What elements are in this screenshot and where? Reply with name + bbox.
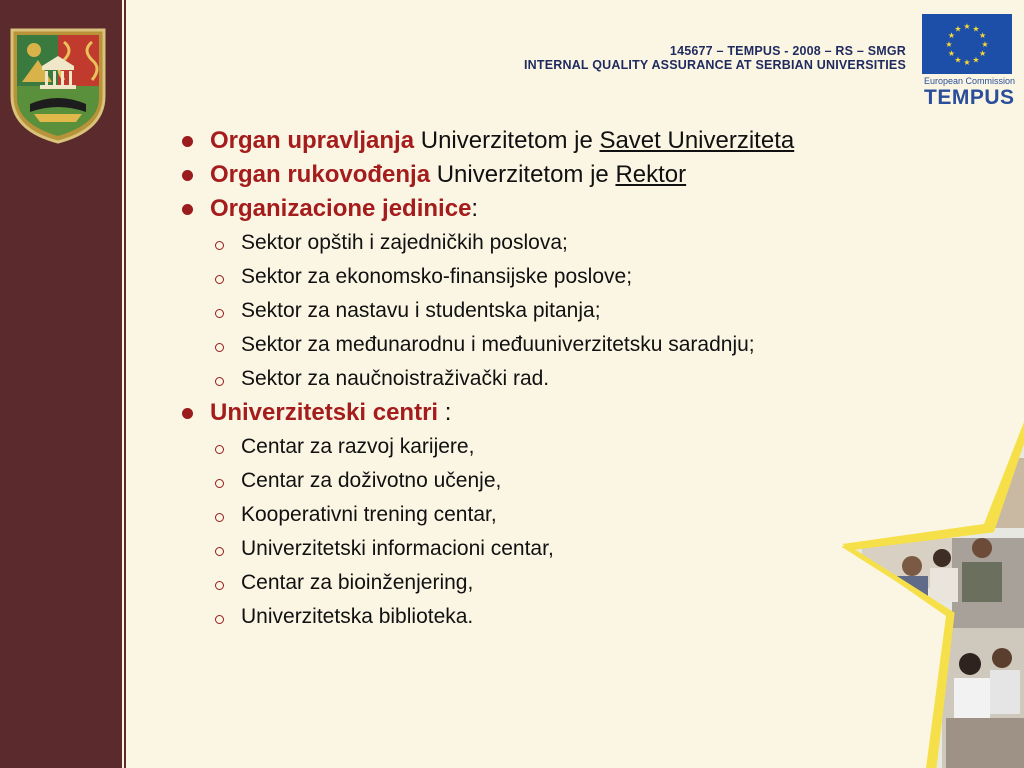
circle-bullet-icon — [215, 513, 224, 522]
circle-bullet-icon — [215, 241, 224, 250]
eu-caption: European Commission — [924, 76, 1016, 86]
sub-bullet-text: Univerzitetska biblioteka. — [241, 605, 474, 628]
sub-bullet-item — [180, 226, 980, 260]
left-border-line — [124, 0, 126, 768]
bullet-dot-icon — [182, 170, 193, 181]
sub-bullet-item — [180, 294, 980, 328]
bullet-highlight: Organ rukovođenja — [210, 161, 431, 188]
svg-text:★: ★ — [979, 31, 987, 40]
bullet-suffix: : — [438, 399, 452, 426]
sub-bullet-text: Sektor za naučnoistraživački rad. — [241, 367, 550, 390]
circle-bullet-icon — [215, 309, 224, 318]
circle-bullet-icon — [215, 445, 224, 454]
sub-bullet-text: Sektor za nastavu i studentska pitanja; — [241, 299, 601, 322]
circle-bullet-icon — [215, 377, 224, 386]
sub-bullet-item — [180, 362, 980, 396]
bullet-item — [180, 158, 980, 192]
bullet-highlight: Organ upravljanja — [210, 127, 415, 154]
svg-text:★: ★ — [954, 55, 962, 65]
circle-bullet-icon — [215, 343, 224, 352]
sub-bullet-text: Sektor opštih i zajedničkih poslova; — [241, 231, 568, 254]
decorative-star-photo — [842, 418, 1024, 768]
svg-text:★: ★ — [979, 49, 987, 58]
sub-bullet-text: Kooperativni trening centar, — [241, 503, 497, 526]
bullet-dot-icon — [182, 204, 193, 215]
bullet-highlight: Organizacione jedinice — [210, 195, 472, 222]
bullet-text: Univerzitetom je — [430, 161, 616, 188]
sub-bullet-text: Centar za razvoj karijere, — [241, 435, 475, 458]
bullet-dot-icon — [182, 136, 193, 147]
svg-text:★: ★ — [963, 22, 971, 31]
svg-text:★: ★ — [972, 24, 980, 34]
bullet-highlight: Univerzitetski centri — [210, 399, 439, 426]
sub-bullet-text: Sektor za ekonomsko-finansijske poslove; — [241, 265, 633, 288]
bullet-item — [180, 124, 980, 158]
header-block — [524, 44, 906, 72]
bullet-link: Rektor — [615, 161, 687, 188]
tempus-logo — [922, 14, 1016, 110]
sub-bullet-text: Centar za doživotno učenje, — [241, 469, 502, 492]
svg-text:★: ★ — [963, 58, 971, 67]
bullet-suffix: : — [471, 195, 479, 222]
eu-flag-icon — [922, 14, 1012, 74]
circle-bullet-icon — [215, 547, 224, 556]
tempus-wordmark: TEMPUS — [924, 86, 1015, 109]
svg-text:★: ★ — [954, 24, 962, 34]
bullet-dot-icon — [182, 408, 193, 419]
svg-text:★: ★ — [947, 31, 955, 40]
bullet-link: Savet Univerziteta — [599, 127, 795, 154]
sub-bullet-item — [180, 328, 980, 362]
project-code-line: 145677 – TEMPUS - 2008 – RS – SMGR — [669, 44, 906, 58]
circle-bullet-icon — [215, 615, 224, 624]
circle-bullet-icon — [215, 581, 224, 590]
circle-bullet-icon — [215, 479, 224, 488]
svg-text:★: ★ — [945, 40, 953, 49]
sub-bullet-item — [180, 260, 980, 294]
university-crest-icon — [8, 26, 108, 146]
circle-bullet-icon — [215, 275, 224, 284]
bullet-text: Univerzitetom je — [414, 127, 600, 154]
sub-bullet-text: Univerzitetski informacioni centar, — [241, 537, 554, 560]
sub-bullet-text: Centar za bioinženjering, — [241, 571, 474, 594]
bullet-item — [180, 192, 980, 226]
project-title-line: INTERNAL QUALITY ASSURANCE AT SERBIAN UNIVERSITIES — [523, 58, 906, 72]
svg-text:★: ★ — [947, 49, 955, 58]
svg-text:★: ★ — [972, 55, 980, 65]
svg-text:★: ★ — [981, 40, 989, 49]
sub-bullet-text: Sektor za međunarodnu i međuuniverzitetsku saradnju; — [241, 333, 755, 356]
